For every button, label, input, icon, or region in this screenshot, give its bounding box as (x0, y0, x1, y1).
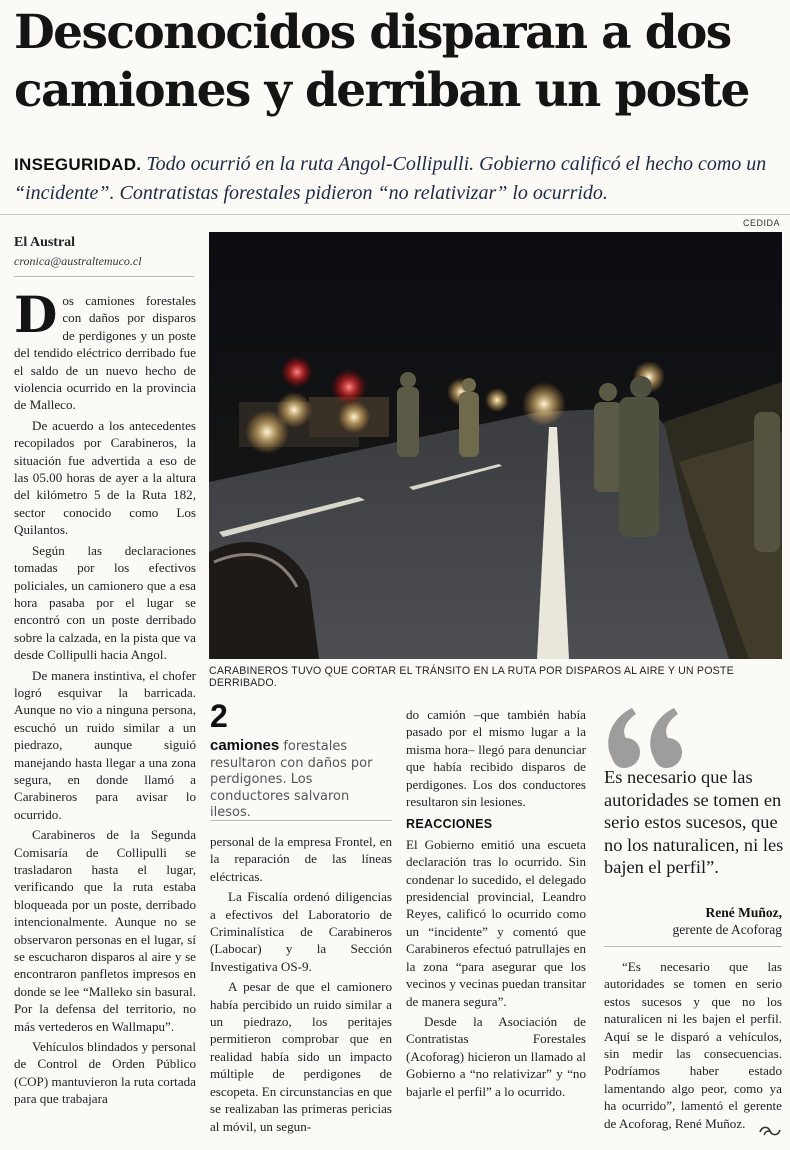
stat-description: forestales resultaron con daños por perdigones. Los conductores salvaron ilesos. (210, 739, 373, 820)
article-paragraph: Vehículos blindados y personal de Control de Orden Público (COP) mantuvieron la ruta cortada para que trabajara (14, 1039, 196, 1107)
article-paragraph: Carabineros de la Segunda Comisaría de Collipulli se trasladaron hasta el lugar, verificando que la ruta estaba bloqueada por un poste, derribado intencionalmente. Aunque no se observaron personas en el lugar, sí se escucharon disparos al aire y se encontraron panfletos impresos en donde se lee “Malleko sin basural. Por la defensa del territorio, no más vertederos en Wallmapu”. (14, 827, 196, 1034)
article-paragraph: Dos camiones forestales con daños por disparos de perdigones y un poste del tendido eléctrico derribado fue el saldo de un nuevo hecho de violencia ocurrido en la provincia de Malleco. (14, 292, 196, 413)
byline-author: El Austral (14, 235, 76, 250)
headline (14, 4, 784, 120)
article-paragraph: personal de la empresa Frontel, en la reparación de las líneas eléctricas. (210, 834, 392, 884)
stat-text (210, 738, 394, 822)
quote-role: gerente de Acoforag (672, 922, 782, 937)
byline-divider (14, 276, 194, 277)
byline-email[interactable]: cronica@australtemuco.cl (14, 254, 142, 268)
article-paragraph: A pesar de que el camionero había percibido un ruido similar a un piedrazo, los peritajes permitieron comprobar que en realidad había sido un impacto múltiple de perdigones de escopeta. En circunstancias en que se realizaban las primeras pericias al móvil, un segun- (210, 979, 392, 1134)
photo-caption: CARABINEROS TUVO QUE CORTAR EL TRÁNSITO EN LA RUTA POR DISPAROS AL AIRE Y UN POSTE DERRIBADO. (209, 665, 734, 689)
night-road-scene-image (209, 232, 782, 659)
dropcap: D (14, 292, 58, 344)
article-paragraph: do camión –que también había pasado por el mismo lugar a la misma hora– llegó para denunciar que había recibido disparos de perdigones. Los dos conductores resultaron sin lesiones. (406, 707, 586, 810)
article-column-3 (406, 706, 586, 1146)
photo-credit: CEDIDA (742, 218, 780, 228)
quote-mark-icon (604, 700, 704, 770)
quote-author: René Muñoz, (705, 905, 782, 920)
article-paragraph: De acuerdo a los antecedentes recopilados por Carabineros, la situación fue advertida a eso de las 05.00 horas de ayer a la altura del kilómetro 5 de la Ruta 182, sector conocido como Los Quilantos. (14, 417, 196, 538)
article-column-4 (604, 958, 782, 1148)
article-paragraph: El Gobierno emitió una escueta declaración tras lo ocurrido. Sin condenar lo sucedido, el delegado presidencial provincial, Leandro Reyes, calificó lo ocurrido como un “incidente” y comentó que Carabineros efectuó patrullajes en la zona “para asegurar que los vecinos y vecinas puedan transitar de manera segura”. (406, 836, 586, 1009)
header-divider (0, 214, 790, 215)
article-paragraph: Según las declaraciones tomadas por los efectivos policiales, un camionero que a esa hora pasaba por el lugar se encontró con un poste derribado sobre la calzada, en la pista que va desde Collipulli hacia Angol. (14, 542, 196, 663)
stat-strong: camiones (210, 737, 280, 754)
article-column-2 (210, 833, 392, 1145)
article-paragraph: La Fiscalía ordenó diligencias a efectivos del Laboratorio de Criminalística de Carabineros (Labocar) y la Sección Investigativa OS-9. (210, 889, 392, 974)
news-photo (209, 232, 782, 659)
article-column-1 (14, 292, 196, 1142)
pull-quote: Es necesario que las autoridades se tomen en serio estos sucesos, que no los naturalicen, ni les bajen el perfil”. (604, 767, 784, 877)
headline-line-1: Desconocidos disparan a dos (14, 5, 731, 60)
quote-divider (604, 946, 782, 947)
article-paragraph: De manera instintiva, el chofer logró esquivar la barricada. Aunque no vio a ninguna persona, escuchó un ruido similar a un piedrazo, aunque siguió manejando hasta llegar a una zona segura, en donde llamó a Carabineros para avisar lo ocurrido. (14, 667, 196, 822)
stat-number: 2 (210, 698, 228, 734)
subhead-kicker: INSEGURIDAD. (14, 155, 142, 174)
subhead (14, 150, 784, 208)
subhead-text: Todo ocurrió en la ruta Angol-Collipulli. Gobierno calificó el hecho como un “incidente”. Contratistas forestales pidieron “no relativizar” lo ocurrido. (14, 153, 767, 204)
article-paragraph: “Es necesario que las autoridades se tomen en serio estos sucesos y que no los naturalicen ni les bajen el perfil. Aquí se le disparó a vehículos, sin medir las consecuencias. Podríamos haber estado lamentando algo peor, como ya ha ocurrido”, lamentó el gerente de Acoforag, René Muñoz. (604, 959, 782, 1131)
end-mark-icon (758, 1124, 782, 1138)
stat-divider (210, 820, 392, 821)
article-paragraph: Desde la Asociación de Contratistas Forestales (Acoforag) hicieron un llamado al Gobierno a “no relativizar” y “no bajarle el perfil” a lo ocurrido. (406, 1013, 586, 1099)
headline-line-2: camiones y derriban un poste (14, 63, 749, 118)
section-heading-reacciones: REACCIONES (406, 817, 493, 832)
